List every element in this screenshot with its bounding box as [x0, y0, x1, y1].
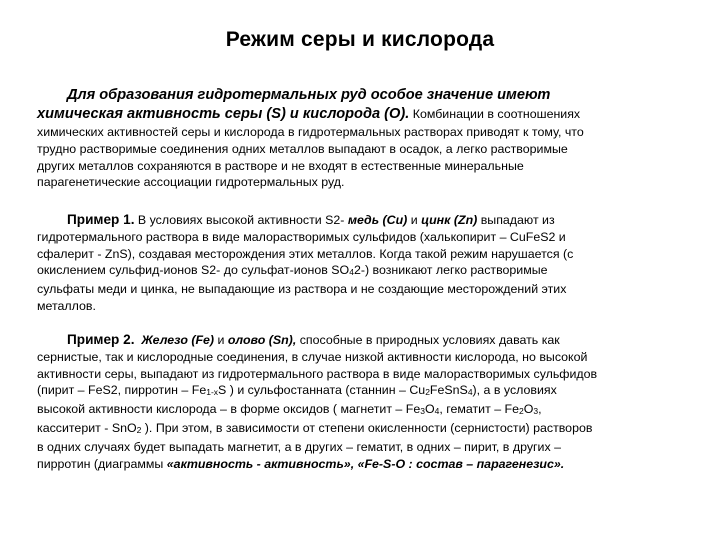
stannite-subscript-s: 4 [467, 387, 473, 398]
example-1-line-1 [37, 212, 687, 229]
example-2-line-2: сернистые, так и кислородные соединения, в случае низкой активности кислорода, но высокой [37, 349, 588, 364]
example-1-line-2: гидротермального раствора в виде малорастворимых сульфидов (халькопирит – CuFeS2 и [37, 229, 566, 244]
intro-line-6: парагенетические ассоциации гидротермальных руд. [37, 175, 345, 190]
page-title: Режим серы и кислорода [225, 28, 495, 51]
example-1-line-5: сульфаты меди и цинка, не выпадающие из раствора и не создающие месторождений этих [37, 282, 567, 297]
stannite-subscript-cu: 2 [425, 387, 430, 398]
example-1-paragraph [37, 212, 687, 315]
example-2-line-7: в одних случаях будет выпадать магнетит, а в других – гематит, в одних – пирит, в других – [37, 439, 561, 454]
example-2-line-6-a: касситерит - SnO [37, 420, 137, 435]
example-2-line-5-d: O [523, 402, 534, 417]
iron-term: Железо (Fe) [141, 333, 215, 347]
intro-paragraph [37, 86, 687, 191]
example-2-line-4-c: FeSnS [429, 383, 468, 398]
example-2-line-8-a: пирротин (диаграммы [37, 456, 167, 471]
example-2-line-1-rest: способные в природных условиях давать как [296, 333, 560, 347]
hematite-subscript-fe: 2 [519, 406, 524, 417]
example-1-text-a: В условиях высокой активности S2- [134, 213, 348, 227]
example-2-line-5-c: , гематит – Fe [439, 402, 520, 417]
zinc-term: цинк (Zn) [421, 213, 478, 227]
example-1-line-4-a: окислением сульфид-ионов S2- до сульфат-ионов SO [37, 263, 350, 278]
example-1-line-6: металлов. [37, 298, 96, 313]
intro-line-5: других металлов сохраняются в растворе и не входят в естественные минеральные [37, 158, 524, 173]
tin-term: олово (Sn), [227, 333, 297, 347]
example-2-line-4 [37, 382, 687, 401]
intro-line-3: химических активностей серы и кислорода в гидротермальных растворах приводят к тому, что [37, 125, 584, 139]
intro-lead-line-2: химическая активность серы (S) и кислорода (O). [37, 106, 410, 122]
intro-line-2 [37, 105, 687, 124]
hematite-subscript-o: 3 [533, 406, 539, 417]
sulfate-subscript: 4 [349, 267, 354, 278]
example-2-line-6-b: ). При этом, в зависимости от степени окисленности (сернистости) растворов [141, 420, 593, 435]
copper-term: медь (Cu) [347, 213, 408, 227]
magnetite-subscript-o: 4 [434, 406, 440, 417]
example-2-line-8 [37, 456, 687, 473]
example-2-line-4-a: (пирит – FeS2, пирротин – Fe [37, 383, 207, 398]
example-1-line-3: сфалерит - ZnS), создавая месторождения этих металлов. Когда такой режим нарушается (с [37, 246, 574, 261]
example-1-line-4 [37, 262, 687, 281]
example-2-line-5-e: , [538, 402, 542, 417]
intro-lead-line-1: Для образования гидротермальных руд особое значение имеют [67, 87, 551, 103]
diagram-names: «активность - активность», «Fe-S-O : состав – парагенезис». [166, 456, 565, 471]
example-2-line-3: активности серы, выпадают из гидротермального раствора в виде малорастворимых сульфидов [37, 366, 598, 381]
example-1-and: и [407, 213, 422, 227]
example-1-line-4-b: 2-) возникают легко растворимые [353, 263, 548, 278]
intro-rest-line-2: Комбинации в соотношениях [409, 107, 581, 121]
example-2-line-4-b: S ) и сульфостанната (станнин – Cu [218, 383, 426, 398]
example-1-text-b: выпадают из [477, 213, 555, 227]
example-2-line-5-b: O [424, 402, 435, 417]
example-2-line-6 [37, 420, 687, 439]
pyrrhotite-subscript: 1-x [206, 387, 219, 398]
example-1-label: Пример 1. [67, 212, 135, 227]
example-2-line-5-a: высокой активности кислорода – в форме оксидов ( магнетит – Fe [37, 402, 421, 417]
magnetite-subscript-fe: 3 [420, 406, 425, 417]
example-2-label: Пример 2. [67, 332, 135, 347]
example-2-and: и [214, 333, 228, 347]
cassiterite-subscript: 2 [136, 424, 142, 435]
example-2-line-5 [37, 401, 687, 420]
example-2-line-4-d: ), а в условиях [472, 383, 557, 398]
example-2-line-1 [37, 332, 687, 349]
example-2-paragraph [37, 332, 687, 472]
intro-line-4: трудно растворимые соединения одних металлов выпадают в осадок, а легко растворимые [37, 141, 568, 156]
